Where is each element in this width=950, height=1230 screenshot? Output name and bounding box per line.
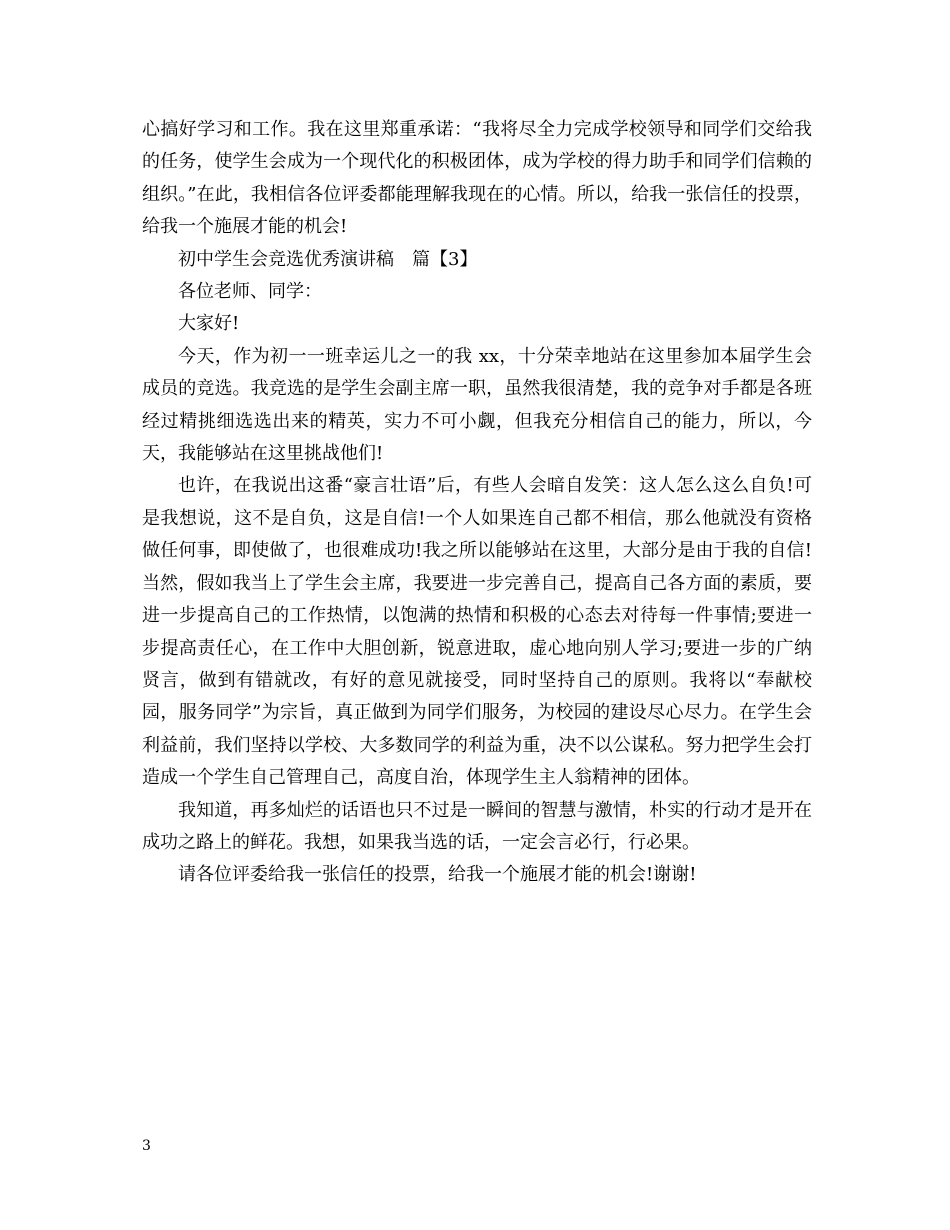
paragraph: 我知道，再多灿烂的话语也只不过是一瞬间的智慧与激情，朴实的行动才是开在成功之路上的鲜花。我想，如果我当选的话，一定会言必行，行必果。 [142,799,812,853]
greeting: 大家好! [178,313,240,335]
page-number: 3 [142,1138,151,1154]
salutation: 各位老师、同学： [178,281,322,303]
paragraph: 今天，作为初一一班幸运儿之一的我 xx，十分荣幸地站在这里参加本届学生会成员的竞选。我竞选的是学生会副主席一职，虽然我很清楚，我的竞争对手都是各班经过精挑细选选出来的精英，实力不可小觑，但我充分相信自己的能力，所以，今天，我能够站在这里挑战他们! [142,345,812,465]
paragraph-continuation: 心搞好学习和工作。我在这里郑重承诺：“我将尽全力完成学校领导和同学们交给我的任务，使学生会成为一个现代化的积极团体，成为学校的得力助手和同学们信赖的组织。”在此，我相信各位评委都能理解我现在的心情。所以，给我一张信任的投票，给我一个施展才能的机会! [142,119,812,238]
paragraph: 也许，在我说出这番“豪言壮语”后，有些人会暗自发笑：这人怎么这么自负!可是我想说，这不是自负，这是自信!一个人如果连自己都不相信，那么他就没有资格做任何事，即使做了，也很难成功!我之所以能够站在这里，大部分是由于我的自信!当然，假如我当上了学生会主席，我要进一步完善自己，提高自己各方面的素质，要进一步提高自己的工作热情，以饱满的热情和积极的心态去对待每一件事情;要进一步提高责任心，在工作中大胆创新，锐意进取，虚心地向别人学习;要进一步的广纳贤言，做到有错就改，有好的意见就接受，同时坚持自己的原则。我将以“奉献校园，服务同学”为宗旨，真正做到为同学们服务，为校园的建设尽心尽力。在学生会利益前，我们坚持以学校、大多数同学的利益为重，决不以公谋私。努力把学生会打造成一个学生自己管理自己，高度自治，体现学生主人翁精神的团体。 [142,475,812,789]
closing-paragraph: 请各位评委给我一张信任的投票，给我一个施展才能的机会!谢谢! [178,864,697,886]
document-body [142,114,812,892]
section-title: 初中学生会竞选优秀演讲稿 篇【3】 [178,248,478,270]
